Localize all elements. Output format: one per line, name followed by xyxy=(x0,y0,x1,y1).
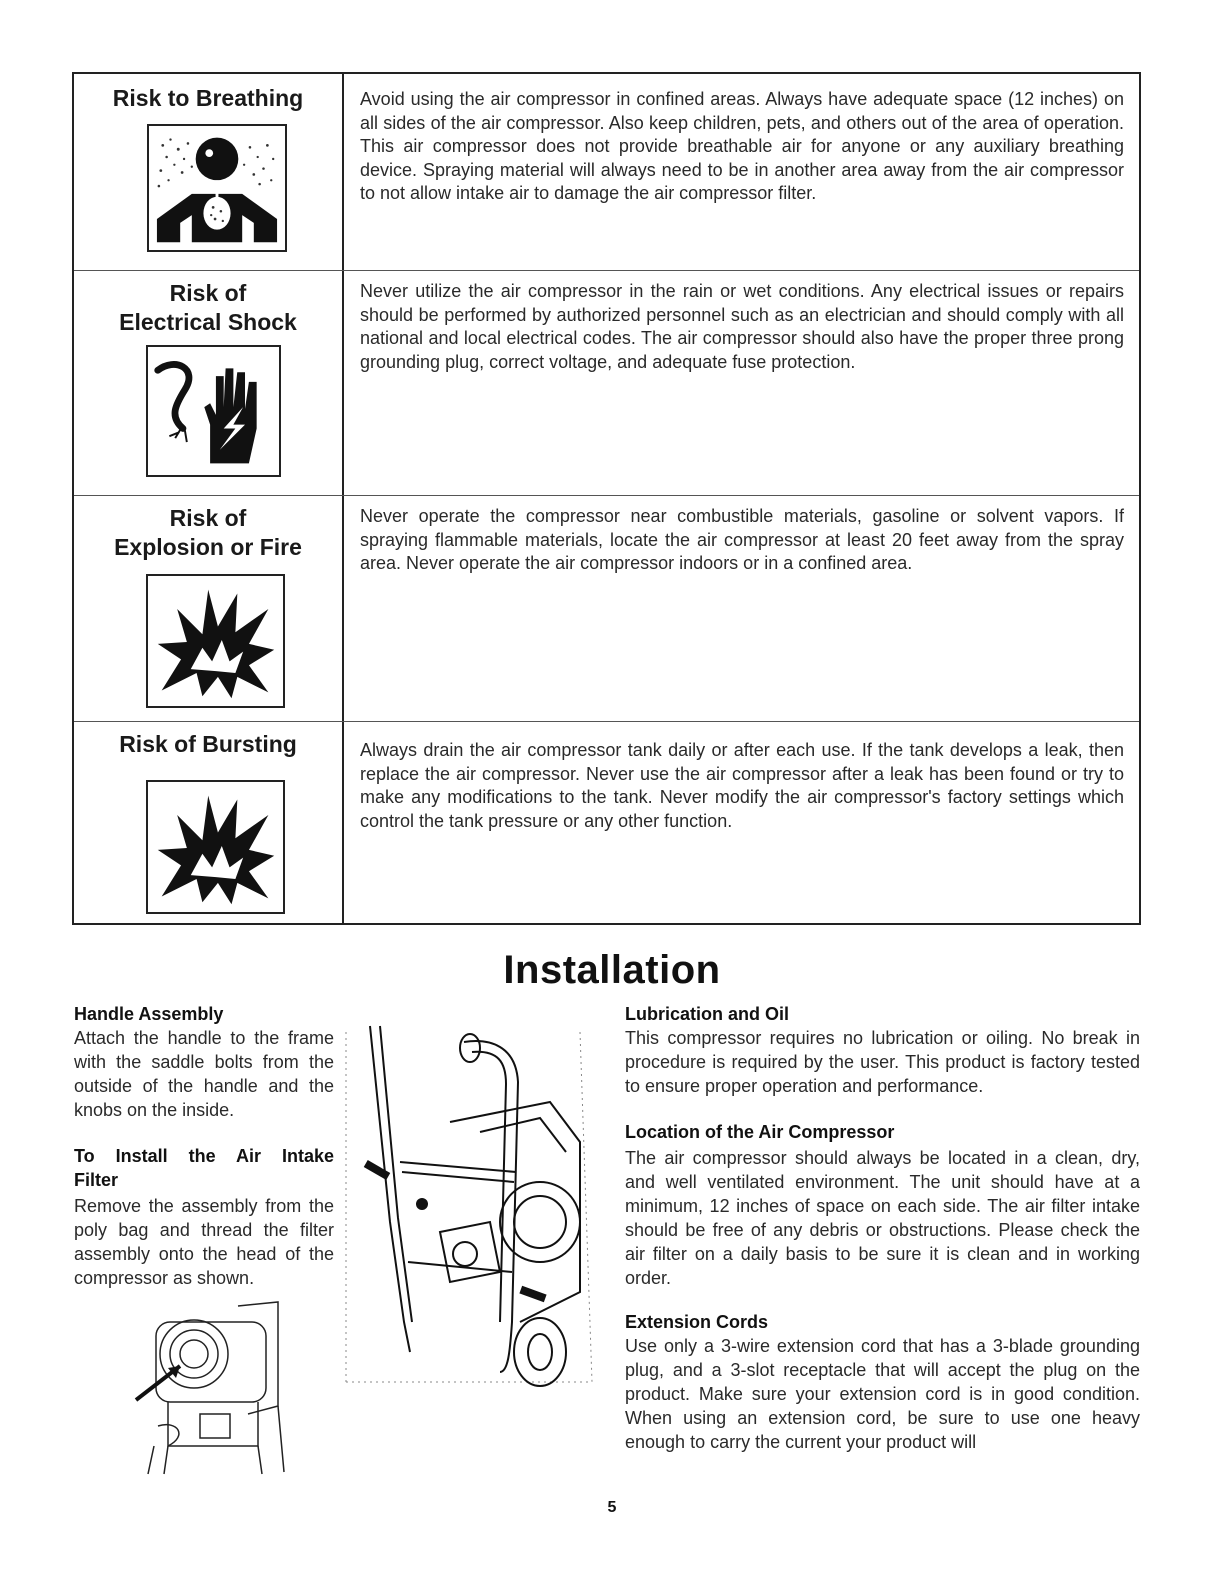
risk-row-breathing xyxy=(74,74,1139,270)
risk-title: Risk of Bursting xyxy=(119,731,297,757)
explosion-icon xyxy=(146,574,285,708)
lubrication-text: This compressor requires no lubrication or oiling. No break in procedure is required by the user. This product is factory tested to ensure proper operation and performance. xyxy=(625,1028,1140,1096)
location-text: The air compressor should always be located in a clean, dry, and well ventilated environment. The unit should have at a minimum, 12 inches of space on each side. The air filter intake should be free of any debris or obstructions. Please check the air filter on a daily basis to be sure it is clean and in working order. xyxy=(625,1148,1140,1288)
handle-assembly-illustration xyxy=(340,1022,600,1392)
lubrication-title: Lubrication and Oil xyxy=(625,1004,790,1024)
page-number: 5 xyxy=(607,1499,617,1516)
intake-filter-title-line2: Filter xyxy=(74,1170,119,1190)
handle-assembly-text: Attach the handle to the frame with the saddle bolts from the outside of the handle and the knobs on the inside. xyxy=(74,1028,334,1120)
extension-cords-text: Use only a 3-wire extension cord that has a 3-blade grounding plug, and a 3-slot receptacle that will accept the plug on the product. Make sure your extension cord is in good condition. When using an extension cord, be sure to use one heavy enough to carry the current your product will xyxy=(625,1336,1140,1452)
handle-assembly-title: Handle Assembly xyxy=(74,1004,224,1024)
risk-description: Never operate the compressor near combustible materials, gasoline or solvent vapors. If spraying flammable materials, locate the air compressor at least 20 feet away from the spray area. Never operate the air compressor indoors or in a confined area. xyxy=(360,506,1124,573)
risk-title: Risk of Explosion or Fire xyxy=(114,505,302,560)
breathing-hazard-icon xyxy=(147,124,287,252)
risk-description: Always drain the air compressor tank daily or after each use. If the tank develops a leak, then replace the air compressor. Never use the air compressor after a leak has been found or try to make any modifications to the tank. Never modify the air compressor's factory settings which control the tank pressure or any other function. xyxy=(360,740,1124,831)
air-filter-illustration xyxy=(128,1296,288,1480)
risk-title: Risk to Breathing xyxy=(112,85,304,111)
risk-description: Never utilize the air compressor in the rain or wet conditions. Any electrical issues or repairs should be performed by authorized personnel such as an electrician and should comply with all national and local electrical codes. The air compressor should also have the proper three prong grounding plug, correct voltage, and adequate fuse protection. xyxy=(360,281,1124,372)
intake-filter-title-line1: To Install the Air Intake xyxy=(74,1146,334,1166)
extension-cords-title: Extension Cords xyxy=(625,1312,769,1332)
risk-description: Avoid using the air compressor in confined areas. Always have adequate space (12 inches) on all sides of the air compressor. Also keep children, pets, and others out of the area of operation. This air compressor does not provide breathable air for anyone or any auxiliary breathing device. Spraying material will always need to be in another area away from the air compressor to not allow intake air to damage the air compressor filter. xyxy=(360,89,1124,203)
installation-heading: Installation xyxy=(503,948,721,992)
intake-filter-text: Remove the assembly from the poly bag and thread the filter assembly onto the head of the compressor as shown. xyxy=(74,1196,334,1288)
risk-row-electrical-shock xyxy=(74,270,1139,495)
risk-row-bursting xyxy=(74,721,1139,925)
electrical-shock-icon xyxy=(146,345,281,477)
risk-table xyxy=(72,72,1141,925)
risk-row-explosion-fire xyxy=(74,495,1139,721)
bursting-icon xyxy=(146,780,285,914)
location-title: Location of the Air Compressor xyxy=(625,1122,895,1142)
risk-title: Risk of Electrical Shock xyxy=(119,280,297,335)
